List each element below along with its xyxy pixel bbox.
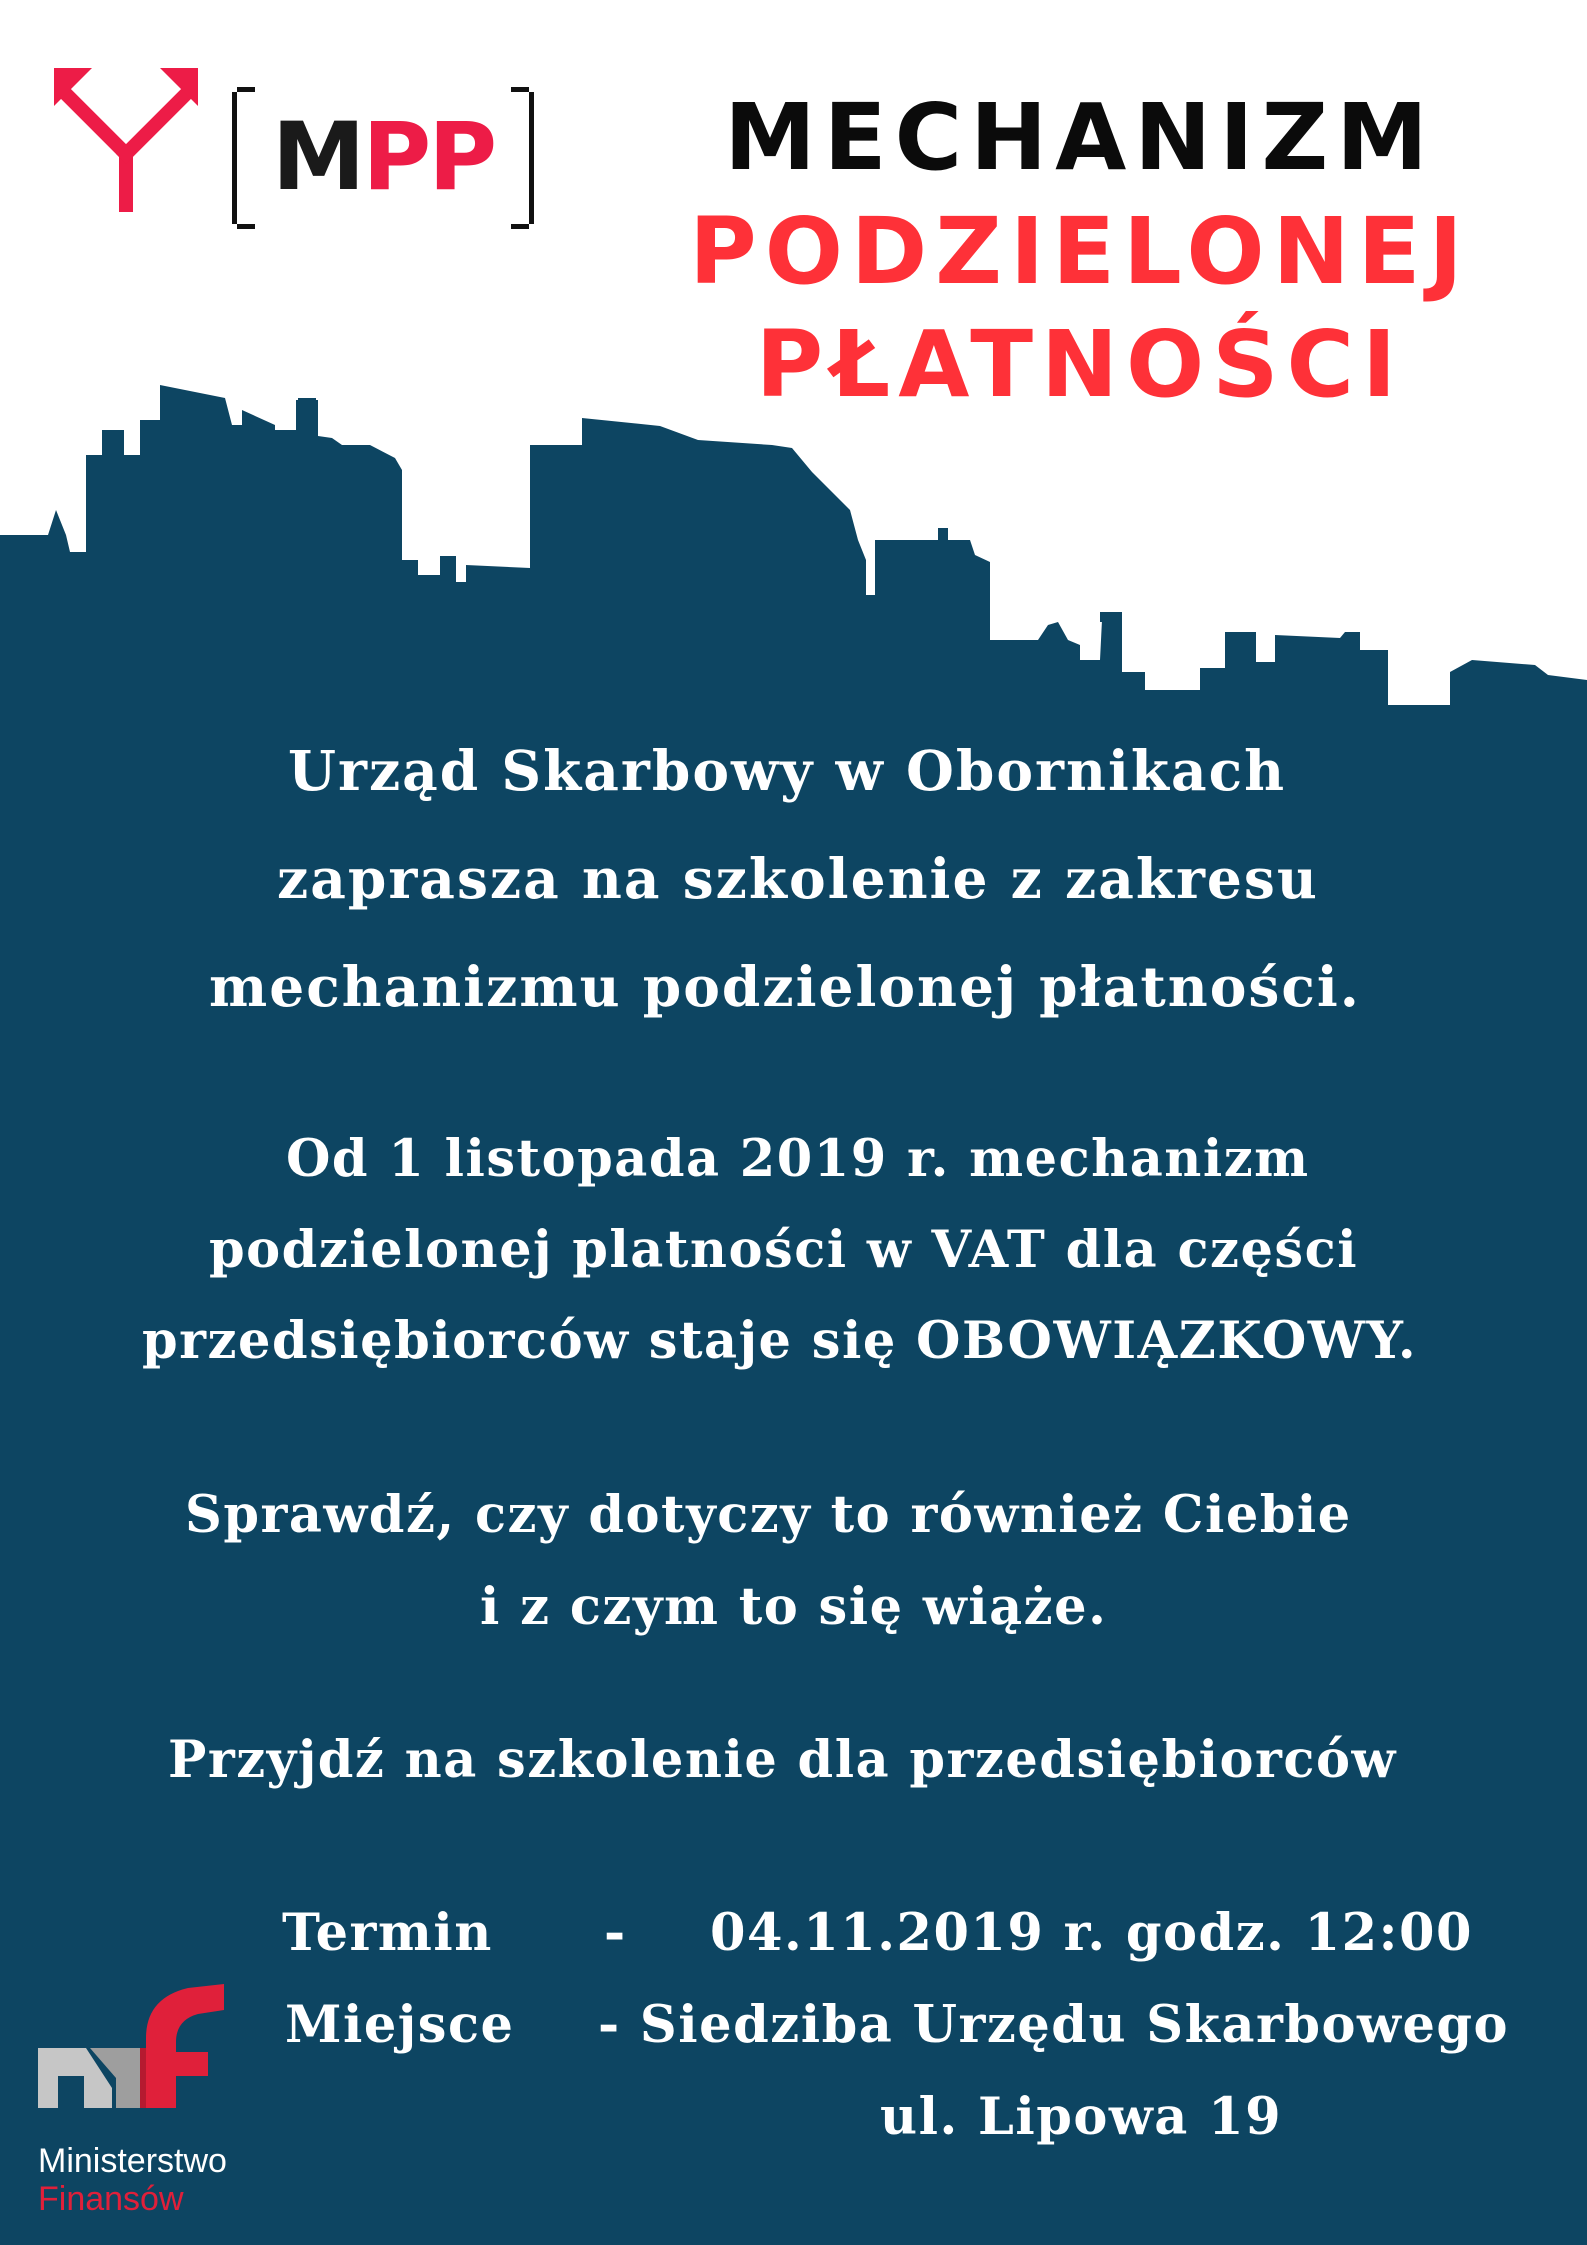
intro-line-3: mechanizmu podzielonej płatności. [209, 954, 1361, 1019]
notice-line-2: podzielonej platności w VAT dla części [209, 1220, 1359, 1280]
ministry-name-line-2: Finansów [38, 2180, 184, 2218]
mpp-logo-pp: PP [362, 103, 495, 212]
intro-line-1: Urząd Skarbowy w Obornikach [288, 738, 1287, 803]
title-line-1: MECHANIZM [724, 84, 1436, 191]
mpp-logo-m: M [271, 103, 363, 212]
date-label: Termin [282, 1903, 493, 1963]
date-value: 04.11.2019 r. godz. 12:00 [710, 1903, 1473, 1963]
notice-line-1: Od 1 listopada 2019 r. mechanizm [286, 1129, 1310, 1189]
place-label: Miejsce [285, 1995, 515, 2055]
place-value: - Siedziba Urzędu Skarbowego [598, 1995, 1510, 2055]
title-line-2: PODZIELONEJ [689, 198, 1471, 305]
notice-line-3: przedsiębiorców staje się OBOWIĄZKOWY. [142, 1311, 1418, 1371]
check-line-1: Sprawdź, czy dotyczy to również Ciebie [185, 1485, 1352, 1545]
intro-line-2: zaprasza na szkolenie z zakresu [277, 846, 1319, 911]
check-line-2: i z czym to się wiąże. [480, 1577, 1108, 1637]
address-line: ul. Lipowa 19 [880, 2087, 1283, 2147]
invite-line: Przyjdź na szkolenie dla przedsiębiorców [168, 1730, 1397, 1790]
ministry-name-line-1: Ministerstwo [38, 2142, 227, 2180]
title-line-3: PŁATNOŚCI [755, 311, 1405, 418]
ministry-logo-icon [38, 1980, 228, 2125]
date-dash: - [604, 1903, 627, 1963]
